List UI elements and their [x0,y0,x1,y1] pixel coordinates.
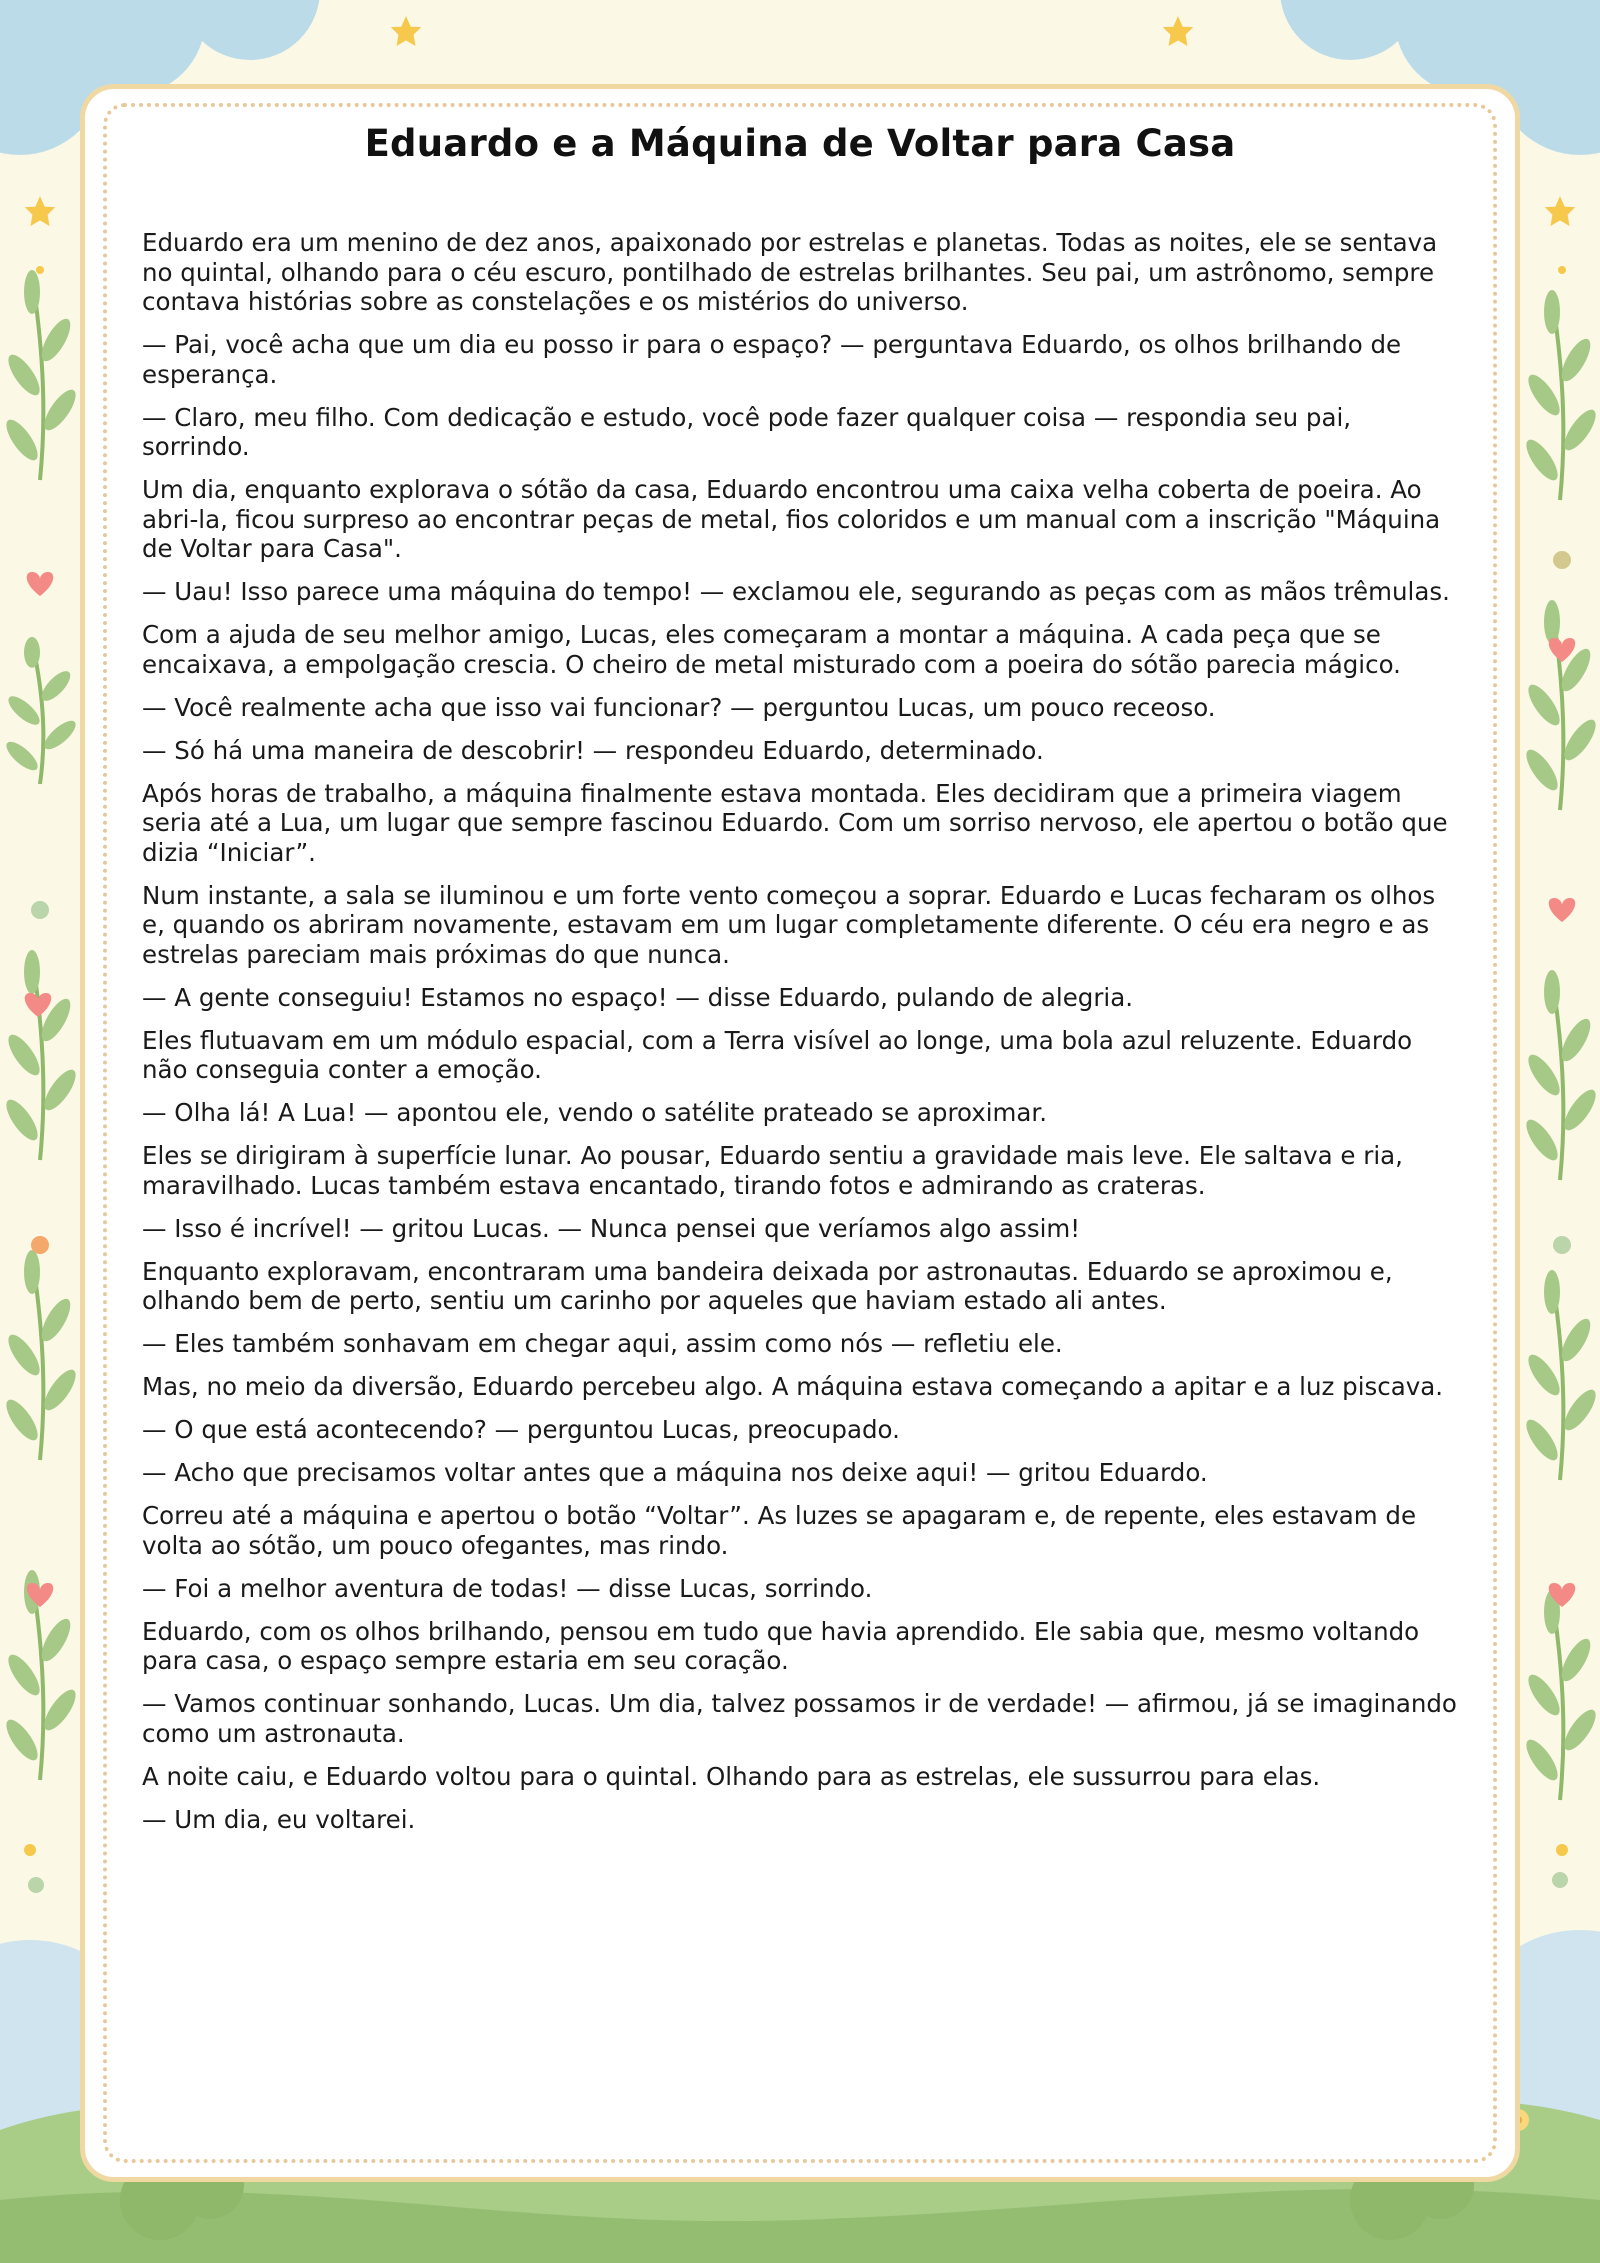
leaf-branch-icon [1,950,81,1160]
story-paragraph: A noite caiu, e Eduardo voltou para o quintal. Olhando para as estrelas, ele sussurrou para elas. [142,1761,1321,1791]
leaf-branch-icon [1,1250,81,1460]
story-paragraph: — Foi a melhor aventura de todas! — disse Lucas, sorrindo. [142,1573,873,1603]
story-paragraph: — Um dia, eu voltarei. [142,1804,416,1834]
story-paragraph: — Só há uma maneira de descobrir! — respondeu Eduardo, determinado. [142,735,1044,765]
star-icon [391,16,421,46]
story-body [142,228,1460,1848]
story-paragraph: Após horas de trabalho, a máquina finalmente estava montada. Eles decidiram que a primeira viagem seria até a Lua, um lugar que sempre fascinou Eduardo. Com um sorriso nervoso, ele apertou o botão que dizia “Iniciar”. [142,778,1448,867]
leaf-branch-icon [1,270,81,480]
story-paragraph: Com a ajuda de seu melhor amigo, Lucas, eles começaram a montar a máquina. A cada peça que se encaixava, a empolgação crescia. O cheiro de metal misturado com a poeira do sótão parecia mágico. [142,620,1401,679]
leaf-branch-icon [1521,290,1600,500]
story-paragraph: — Você realmente acha que isso vai funcionar? — perguntou Lucas, um pouco receoso. [142,692,1216,722]
leaf-branch-icon [1521,1590,1600,1800]
heart-icon [1549,898,1576,922]
story-paragraph: — Pai, você acha que um dia eu posso ir para o espaço? — perguntava Eduardo, os olhos brilhando de esperança. [142,330,1402,389]
story-paragraph: Num instante, a sala se iluminou e um forte vento começou a soprar. Eduardo e Lucas fecharam os olhos e, quando os abriram novamente, estavam em um lugar completamente diferente. O céu era negro e as estrelas pareciam mais próximas do que nunca. [142,880,1436,969]
story-paragraph: Eduardo, com os olhos brilhando, pensou em tudo que havia aprendido. Ele sabia que, mesmo voltando para casa, o espaço sempre estaria em seu coração. [142,1616,1420,1675]
story-paragraph: — Olha lá! A Lua! — apontou ele, vendo o satélite prateado se aproximar. [142,1098,1048,1127]
story-paragraph: — Claro, meu filho. Com dedicação e estudo, você pode fazer qualquer coisa — respondia seu pai, sorrindo. [142,402,1352,461]
story-paragraph: — Vamos continuar sonhando, Lucas. Um dia, talvez possamos ir de verdade! — afirmou, já se imaginando como um astronauta. [142,1689,1457,1748]
star-icon [25,196,55,226]
story-title: Eduardo e a Máquina de Voltar para Casa [364,122,1236,165]
leaf-branch-icon [1,637,81,784]
leaf-branch-icon [1521,1270,1600,1480]
story-paragraph: — A gente conseguiu! Estamos no espaço! — disse Eduardo, pulando de alegria. [142,982,1134,1012]
leaf-branch-icon [1521,970,1600,1180]
star-icon [1545,196,1575,226]
story-paragraph: Enquanto exploravam, encontraram uma bandeira deixada por astronautas. Eduardo se aproximou e, olhando bem de perto, sentiu um carinho por aqueles que haviam estado ali antes. [142,1256,1393,1315]
story-paragraph: Correu até a máquina e apertou o botão “Voltar”. As luzes se apagaram e, de repente, eles estavam de volta ao sótão, um pouco ofegantes, mas rindo. [142,1501,1417,1560]
story-paragraph: Eles se dirigiram à superfície lunar. Ao pousar, Eduardo sentiu a gravidade mais leve. Ele saltava e ria, maravilhado. Lucas também estava encantado, tirando fotos e admirando as crateras. [142,1141,1403,1200]
story-paragraph: Mas, no meio da diversão, Eduardo percebeu algo. A máquina estava começando a apitar e a luz piscava. [142,1372,1444,1401]
story-paragraph: — Acho que precisamos voltar antes que a máquina nos deixe aqui! — gritou Eduardo. [142,1458,1208,1487]
heart-icon [1549,638,1576,662]
star-icon [1163,16,1193,46]
story-paragraph: Eles flutuavam em um módulo espacial, com a Terra visível ao longe, uma bola azul reluzente. Eduardo não conseguia conter a emoção. [142,1025,1413,1084]
story-paragraph: — Isso é incrível! — gritou Lucas. — Nunca pensei que veríamos algo assim! [142,1213,1081,1243]
story-paragraph: Eduardo era um menino de dez anos, apaixonado por estrelas e planetas. Todas as noites, ele se sentava no quintal, olhando para o céu escuro, pontilhado de estrelas brilhantes. Seu pai, um astrônomo, sempre contava histórias sobre as constelações e os mistérios do universo. [142,228,1438,316]
story-paragraph: Um dia, enquanto explorava o sótão da casa, Eduardo encontrou uma caixa velha coberta de poeira. Ao abri-la, ficou surpreso ao encontrar peças de metal, fios coloridos e um manual com a inscrição "Máquina de Voltar para Casa". [142,475,1441,563]
story-paragraph: — O que está acontecendo? — perguntou Lucas, preocupado. [142,1415,900,1444]
story-paragraph: — Uau! Isso parece uma máquina do tempo! — exclamou ele, segurando as peças com as mãos trêmulas. [142,577,1450,606]
leaf-branch-icon [1521,600,1600,810]
story-paragraph: — Eles também sonhavam em chegar aqui, assim como nós — refletiu ele. [142,1329,1063,1358]
heart-icon [27,572,54,596]
